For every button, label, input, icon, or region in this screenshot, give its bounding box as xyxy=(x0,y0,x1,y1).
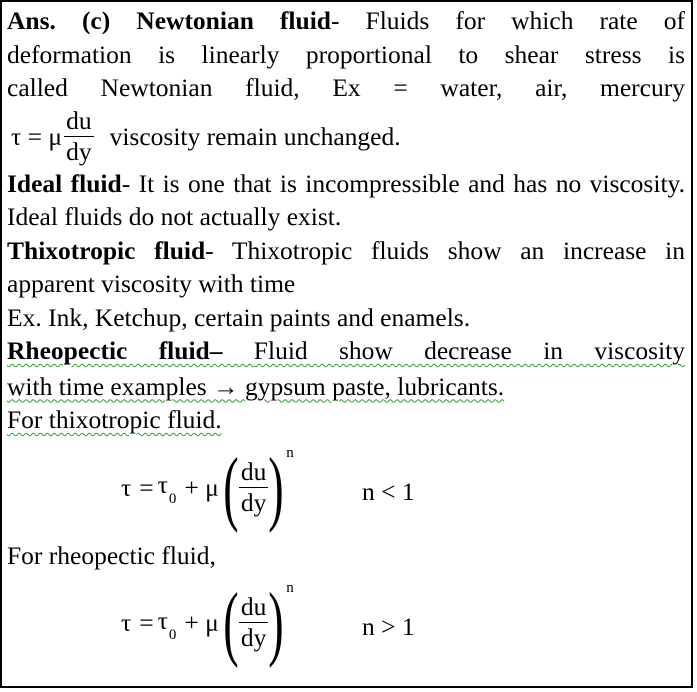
thixotropic-text: Thixotropic fluids show an increase in apparent viscosity with time xyxy=(7,235,686,298)
newtonian-equation xyxy=(7,107,685,167)
newtonian-dash: - xyxy=(330,6,366,35)
rheopectic-condition: n > 1 xyxy=(362,612,415,641)
thixotropic-examples: Ex. Ink, Ketchup, certain paints and enamels. xyxy=(7,302,471,332)
tau-zero-subscript: 0 xyxy=(168,491,177,508)
plus-mu: + μ xyxy=(184,608,219,638)
tau-symbol: τ xyxy=(121,472,132,502)
tau-zero xyxy=(158,604,177,643)
newtonian-line-1 xyxy=(7,4,685,38)
exponent-n: n xyxy=(286,444,294,461)
thixotropic-term: Thixotropic fluid xyxy=(7,235,206,265)
exponent-n: n xyxy=(286,580,294,597)
rheopectic-formula-row xyxy=(117,578,294,668)
right-paren: ) xyxy=(268,440,285,534)
tau-zero-symbol: τ xyxy=(157,470,168,500)
ideal-text: It is one that is incompressible and has no viscosity. Ideal fluids do not actually exist. xyxy=(7,168,685,231)
thixotropic-formula xyxy=(7,437,685,537)
rheopectic-line-1 xyxy=(7,334,685,368)
equals-sign: = xyxy=(139,608,154,638)
tau-zero-symbol: τ xyxy=(157,605,168,635)
ideal-dash: - xyxy=(121,168,139,198)
left-paren: ( xyxy=(223,576,239,669)
ideal-term: Ideal fluid xyxy=(7,168,122,198)
newtonian-eq-fraction xyxy=(64,105,94,166)
thixotropic-formula-label xyxy=(7,403,685,437)
rheopectic-text-2: with time examples → gypsum paste, lubricants. xyxy=(7,371,505,401)
thixotropic-fraction xyxy=(239,456,269,517)
thixotropic-dash: - xyxy=(205,235,232,265)
rheopectic-dash: – xyxy=(209,336,254,365)
thixotropic-formula-label-text: For thixotropic fluid. xyxy=(7,405,222,434)
ideal-paragraph xyxy=(7,167,685,234)
fraction-numerator: du xyxy=(240,456,267,486)
newtonian-text-1: Fluids for which rate of xyxy=(365,6,685,35)
left-paren: ( xyxy=(223,440,239,534)
tau-zero-subscript: 0 xyxy=(168,626,177,643)
rheopectic-formula xyxy=(7,572,685,672)
newtonian-line-2: deformation is linearly proportional to shear stress is xyxy=(7,39,685,69)
fraction-numerator: du xyxy=(240,592,267,622)
rheopectic-text-1: Fluid show decrease in viscosity xyxy=(253,336,686,365)
equals-sign: = xyxy=(139,472,154,502)
fraction-numerator: du xyxy=(66,105,92,135)
tau-symbol: τ xyxy=(121,608,132,638)
thixotropic-condition: n < 1 xyxy=(362,476,415,506)
newtonian-line-3: called Newtonian fluid, Ex = water, air, mercury xyxy=(7,73,685,102)
rheopectic-fraction xyxy=(239,594,269,652)
thixotropic-paragraph xyxy=(7,234,685,301)
fraction-denominator: dy xyxy=(240,623,267,652)
newtonian-term: Newtonian fluid xyxy=(136,6,331,35)
rheopectic-formula-label: For rheopectic fluid, xyxy=(7,540,216,570)
fraction-denominator: dy xyxy=(66,136,92,166)
newtonian-eq-text: viscosity remain unchanged. xyxy=(109,121,401,151)
rheopectic-term: Rheopectic fluid xyxy=(7,336,210,365)
fraction-denominator: dy xyxy=(240,487,267,517)
plus-mu: + μ xyxy=(184,472,219,502)
answer-prefix: Ans. (c) xyxy=(7,6,137,35)
rheopectic-line-2 xyxy=(7,370,685,404)
thixotropic-formula-row xyxy=(117,440,294,534)
newtonian-paragraph xyxy=(7,4,685,105)
rheopectic-paragraph xyxy=(7,334,685,403)
right-paren: ) xyxy=(268,576,285,669)
tau-zero xyxy=(158,468,177,507)
newtonian-eq-lhs: τ = μ xyxy=(11,121,63,151)
